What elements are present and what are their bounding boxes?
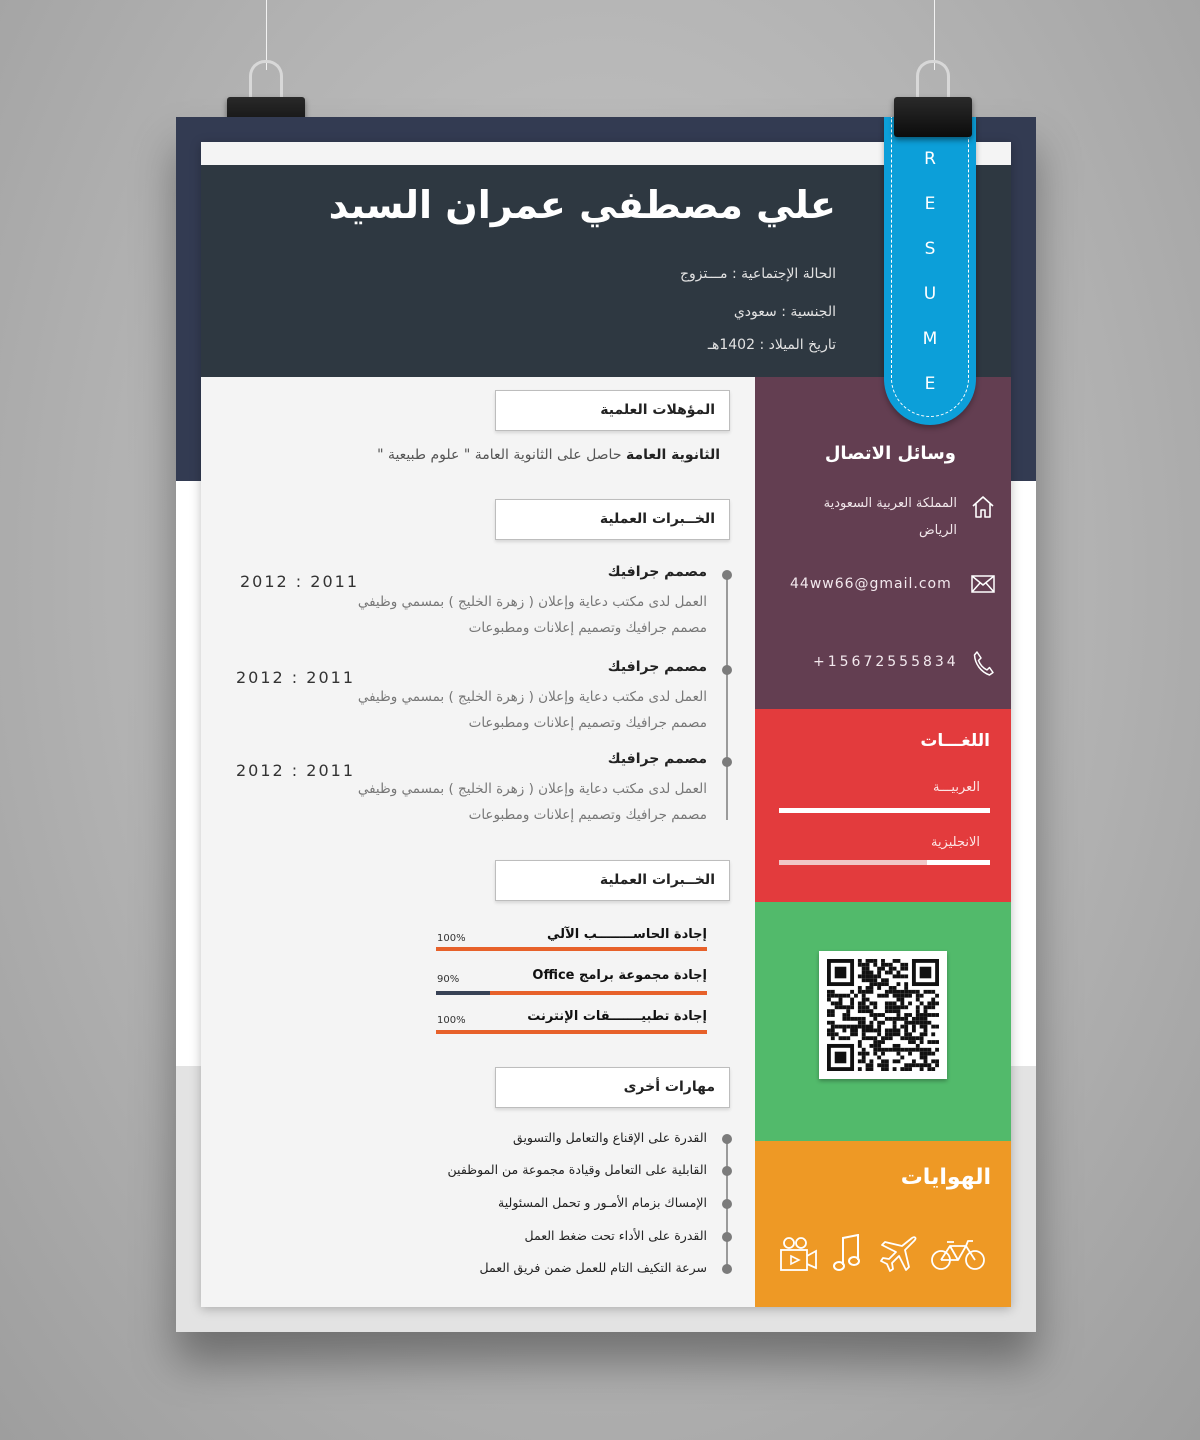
languages-heading: اللغـــات: [920, 731, 990, 751]
timeline-dot: [722, 1264, 732, 1274]
education-entry: [377, 447, 720, 463]
skill-label: إجادة الحاســــــــب الآلي: [547, 927, 707, 942]
binder-clip-wire-right: [916, 60, 950, 98]
timeline-dot: [722, 757, 732, 767]
qr-code-pattern: [827, 959, 939, 1071]
job-description-line: العمل لدى مكتب دعاية وإعلان ( زهرة الخليج ) بمسمي وظيفي: [357, 594, 707, 610]
airplane-icon: [878, 1234, 918, 1274]
other-skill-item: القابلية على التعامل وقيادة مجموعة من الموظفين: [447, 1162, 707, 1177]
language-level-bar: [779, 808, 990, 813]
other-skills-heading: مهارات أخرى: [495, 1067, 730, 1108]
email-address[interactable]: 44ww66@gmail.com: [790, 576, 952, 592]
binder-clip-right: [894, 97, 972, 137]
timeline-dot: [722, 1199, 732, 1209]
bicycle-icon: [930, 1238, 986, 1272]
job-description-line: مصمم جرافيك وتصميم إعلانات ومطبوعات: [468, 807, 707, 823]
education-heading: المؤهلات العلمية: [495, 390, 730, 431]
skill-level-remainder: [436, 991, 490, 995]
phone-number[interactable]: +15672555834: [813, 654, 959, 670]
hobbies-heading: الهوايات: [900, 1165, 991, 1190]
language-label: العربيـــة: [933, 780, 980, 795]
experience-timeline: [726, 575, 728, 820]
skill-percent: 90%: [437, 974, 460, 985]
language-label: الانجليزية: [930, 835, 980, 850]
qr-code: [819, 951, 947, 1079]
nationality: الجنسية : سعودي: [733, 304, 836, 320]
ribbon-letter: S: [924, 239, 936, 259]
timeline-dot: [722, 1134, 732, 1144]
marital-status: الحالة الإجتماعية : مـــتزوج: [679, 266, 836, 282]
skill-percent: 100%: [437, 933, 466, 944]
job-years: 2012 : 2011: [236, 761, 355, 780]
skills-heading: الخــبرات العملية: [495, 860, 730, 901]
language-level-bar: [779, 860, 990, 865]
candidate-name: علي مصطفي عمران السيد: [328, 183, 836, 227]
mail-icon: [971, 575, 995, 593]
music-note-icon: [832, 1234, 862, 1274]
education-details: حاصل على الثانوية العامة " علوم طبيعية ": [377, 447, 622, 463]
skill-percent: 100%: [437, 1015, 466, 1026]
ribbon-letter: U: [923, 284, 937, 304]
job-description-line: مصمم جرافيك وتصميم إعلانات ومطبوعات: [468, 715, 707, 731]
ribbon-letter: E: [924, 374, 936, 394]
other-skill-item: الإمساك بزمام الأمـور و تحمل المسئولية: [498, 1195, 707, 1210]
resume-ribbon: [884, 117, 976, 425]
timeline-dot: [722, 665, 732, 675]
other-skill-item: القدرة على الإقناع والتعامل والتسويق: [513, 1130, 707, 1145]
experience-heading: الخــبرات العملية: [495, 499, 730, 540]
timeline-dot: [722, 570, 732, 580]
job-title: مصمم جرافيك: [607, 659, 707, 675]
other-skill-item: سرعة التكيف التام للعمل ضمن فريق العمل: [479, 1260, 707, 1275]
job-description-line: مصمم جرافيك وتصميم إعلانات ومطبوعات: [468, 620, 707, 636]
education-degree: الثانوية العامة: [625, 447, 720, 463]
job-description-line: العمل لدى مكتب دعاية وإعلان ( زهرة الخليج ) بمسمي وظيفي: [357, 781, 707, 797]
job-title: مصمم جرافيك: [607, 564, 707, 580]
video-camera-icon: [778, 1234, 818, 1274]
other-skill-item: القدرة على الأداء تحت ضغط العمل: [524, 1228, 707, 1243]
ribbon-letter: M: [922, 329, 938, 349]
binder-clip-wire-left: [249, 60, 283, 98]
contact-heading: وسائل الاتصال: [824, 443, 956, 464]
address-line-1: المملكة العربية السعودية: [823, 496, 957, 511]
language-level-remainder: [779, 860, 927, 865]
skill-label: إجادة تطبيـــــــقات الإنترنت: [527, 1009, 707, 1024]
job-description-line: العمل لدى مكتب دعاية وإعلان ( زهرة الخليج ) بمسمي وظيفي: [357, 689, 707, 705]
skill-level-bar: [436, 1030, 707, 1034]
skill-level-bar: [436, 947, 707, 951]
ribbon-letter: R: [924, 149, 936, 169]
ribbon-letter: E: [924, 194, 936, 214]
timeline-dot: [722, 1232, 732, 1242]
skill-label: إجادة مجموعة برامج Office: [532, 968, 707, 983]
job-title: مصمم جرافيك: [607, 751, 707, 767]
job-years: 2012 : 2011: [240, 572, 359, 591]
address-line-2: الرياض: [918, 523, 957, 538]
phone-icon: [972, 650, 994, 676]
birth-date: تاريخ الميلاد : 1402هـ: [707, 337, 836, 353]
timeline-dot: [722, 1166, 732, 1176]
home-icon: [970, 494, 996, 520]
job-years: 2012 : 2011: [236, 668, 355, 687]
